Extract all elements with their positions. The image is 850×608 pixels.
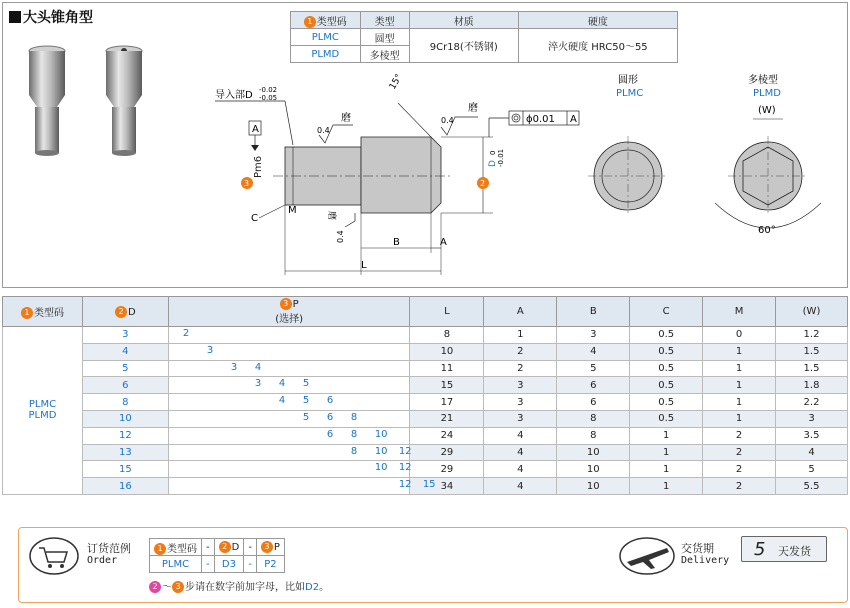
b-cell: 10 [557,461,630,478]
p-value: 6 [326,428,334,440]
p-value: 15 [422,479,436,491]
svg-text:D: D [488,160,498,167]
d-cell: 5 [82,360,168,377]
header-w: (W) [776,297,848,327]
svg-text:Pm6: Pm6 [253,155,264,178]
l-cell: 17 [410,394,484,411]
c-cell: 1 [630,461,703,478]
p-value: 3 [230,361,238,373]
p-cell [168,360,410,377]
spec-header-material: 材质 [409,12,518,29]
a-cell: 3 [484,410,557,427]
d-cell: 3 [82,327,168,344]
p-value: 5 [302,378,310,390]
airplane-icon [619,536,675,576]
w-cell: 5.5 [776,478,848,495]
p-value: 6 [326,411,334,423]
table-row [3,427,848,444]
c-cell: 1 [630,444,703,461]
p-value: 4 [254,361,262,373]
b-cell: 8 [557,410,630,427]
p-cell [168,343,410,360]
m-cell: 2 [703,444,776,461]
p-cell [168,461,410,478]
b-cell: 10 [557,444,630,461]
w-cell: 1.2 [776,327,848,344]
a-cell: 4 [484,461,557,478]
m-cell: 1 [703,394,776,411]
spec-header-code: 1 类型码 [291,12,361,29]
p-value: 3 [254,378,262,390]
l-cell: 8 [410,327,484,344]
spec-code: PLMD [291,46,361,63]
cart-icon [29,536,79,576]
page-title: 大头锥角型 [9,7,93,27]
p-value: 8 [350,428,358,440]
p-value: 12 [398,479,412,491]
d-cell: 16 [82,478,168,495]
m-cell: 1 [703,410,776,427]
svg-text:-0.02: -0.02 [259,86,278,94]
a-cell: 1 [484,327,557,344]
w-cell: 1.8 [776,377,848,394]
a-cell: 2 [484,360,557,377]
p-cell [168,394,410,411]
svg-text:磨: 磨 [468,103,478,114]
header-c: C [630,297,703,327]
p-value: 10 [374,462,388,474]
l-cell: 10 [410,343,484,360]
c-cell: 0.5 [630,360,703,377]
m-cell: 0 [703,327,776,344]
spec-code: PLMC [291,29,361,46]
svg-text:多棱型: 多棱型 [748,75,778,86]
p-value: 12 [398,445,412,457]
m-cell: 1 [703,360,776,377]
p-value: 10 [374,428,388,440]
l-cell: 21 [410,410,484,427]
w-cell: 1.5 [776,343,848,360]
header-l: L [410,297,484,327]
header-p: 3 P (选择) [168,297,410,327]
svg-text:0.4: 0.4 [441,116,454,125]
code-cell: PLMC PLMD [3,327,83,495]
dimension-table [2,296,848,495]
p-value: 5 [302,395,310,407]
order-panel [18,527,848,603]
p-cell [168,327,410,344]
table-row [3,478,848,495]
w-cell: 1.5 [776,360,848,377]
order-note: 2 ～ 3 步请在数字前加字母，比如D2。 [149,578,329,593]
svg-text:PLMC: PLMC [616,88,644,99]
spec-header-type: 类型 [360,12,409,29]
m-cell: 2 [703,461,776,478]
order-title: 订货范例 [87,542,131,555]
c-cell: 0.5 [630,410,703,427]
b-cell: 3 [557,327,630,344]
svg-text:-0.01: -0.01 [497,148,505,167]
p-value: 5 [302,411,310,423]
a-cell: 4 [484,427,557,444]
delivery-title-en: Delivery [681,555,730,566]
spec-type: 多棱型 [360,46,409,63]
lead-label: 导入部D [215,90,253,101]
d-cell: 8 [82,394,168,411]
d-cell: 13 [82,444,168,461]
p-value: 4 [278,378,286,390]
l-cell: 15 [410,377,484,394]
l-cell: 29 [410,444,484,461]
svg-text:PLMD: PLMD [753,88,781,99]
c-cell: 1 [630,427,703,444]
l-cell: 11 [410,360,484,377]
c-cell: 0.5 [630,394,703,411]
table-row [3,461,848,478]
svg-text:磨: 磨 [341,113,351,124]
svg-text:0: 0 [489,150,497,155]
product-photo [21,43,171,163]
svg-text:C: C [251,213,258,224]
spec-header-hardness: 硬度 [518,12,677,29]
table-row [3,377,848,394]
svg-text:2: 2 [480,179,486,188]
table-row [3,343,848,360]
table-row [3,360,848,377]
p-value: 8 [350,411,358,423]
b-cell: 5 [557,360,630,377]
w-cell: 5 [776,461,848,478]
svg-text:B: B [393,237,400,248]
d-cell: 15 [82,461,168,478]
table-row [3,327,848,344]
b-cell: 10 [557,478,630,495]
d-cell: 12 [82,427,168,444]
delivery-badge: 5 天发货 [741,536,827,562]
svg-text:0.4: 0.4 [336,230,345,243]
b-cell: 6 [557,394,630,411]
svg-text:ϕ0.01: ϕ0.01 [526,114,555,125]
svg-text:A: A [252,124,259,135]
header-a: A [484,297,557,327]
w-cell: 3.5 [776,427,848,444]
a-cell: 3 [484,394,557,411]
p-cell [168,410,410,427]
m-cell: 1 [703,377,776,394]
svg-text:A: A [440,237,447,248]
delivery-title: 交货期 [681,542,714,555]
table-row [3,394,848,411]
table-row [3,410,848,427]
c-cell: 0.5 [630,377,703,394]
a-cell: 4 [484,478,557,495]
p-value: 3 [206,344,214,356]
l-cell: 29 [410,461,484,478]
d-cell: 6 [82,377,168,394]
d-cell: 4 [82,343,168,360]
spec-type: 圆型 [360,29,409,46]
spec-table [290,11,678,63]
w-cell: 4 [776,444,848,461]
product-panel [2,2,848,288]
a-cell: 2 [484,343,557,360]
header-d: 2 D [82,297,168,327]
c-cell: 0.5 [630,327,703,344]
table-row [3,444,848,461]
l-cell: 24 [410,427,484,444]
p-cell [168,427,410,444]
m-cell: 2 [703,427,776,444]
w-cell: 3 [776,410,848,427]
p-value: 8 [350,445,358,457]
l-cell: 34 [410,478,484,495]
spec-hardness: 淬火硬度 HRC50～55 [518,29,677,63]
p-value: 2 [182,328,190,339]
p-cell [168,377,410,394]
p-cell [168,478,436,495]
order-title-en: Order [87,555,118,566]
header-m: M [703,297,776,327]
svg-text:M: M [288,205,297,216]
svg-text:磨: 磨 [326,211,336,221]
technical-drawing [193,63,843,288]
a-cell: 4 [484,444,557,461]
svg-text:-0.05: -0.05 [259,94,278,102]
svg-text:60°: 60° [758,225,776,236]
b-cell: 4 [557,343,630,360]
order-example-table: 1 类型码 - 2 D - 3 P PLMC - D3 - P2 [149,538,285,573]
a-cell: 3 [484,377,557,394]
p-value: 6 [326,395,334,407]
b-cell: 6 [557,377,630,394]
d-cell: 10 [82,410,168,427]
p-value: 12 [398,462,412,474]
svg-text:L: L [361,260,367,271]
m-cell: 1 [703,343,776,360]
spec-material: 9Cr18(不锈钢) [409,29,518,63]
p-cell [168,444,410,461]
c-cell: 1 [630,478,703,495]
svg-text:A: A [570,114,577,125]
c-cell: 0.5 [630,343,703,360]
header-code: 1 类型码 [3,297,83,327]
m-cell: 2 [703,478,776,495]
svg-text:(W): (W) [758,105,776,116]
b-cell: 8 [557,427,630,444]
header-b: B [557,297,630,327]
p-value: 10 [374,445,388,457]
svg-text:3: 3 [244,179,250,188]
svg-text:15°: 15° [387,72,405,92]
p-value: 4 [278,395,286,407]
svg-text:圆形: 圆形 [618,75,638,86]
svg-text:0.4: 0.4 [317,126,330,135]
w-cell: 2.2 [776,394,848,411]
